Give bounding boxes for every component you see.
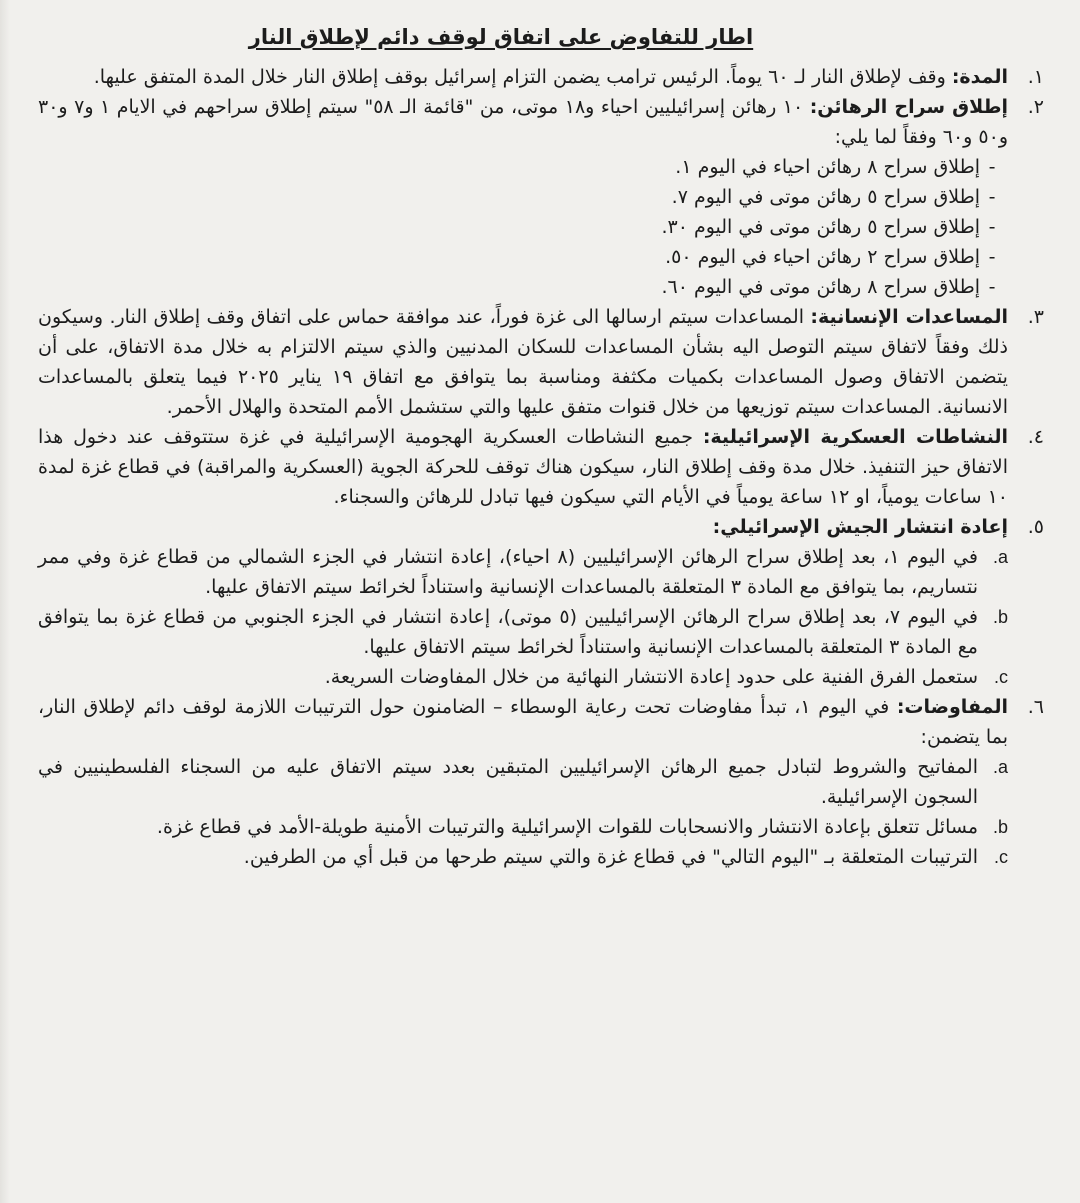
list-item — [38, 842, 1008, 872]
section-heading: إعادة انتشار الجيش الإسرائيلي: — [712, 516, 1008, 538]
section-heading: النشاطات العسكرية الإسرائيلية: — [702, 426, 1008, 448]
section-1-duration — [38, 62, 1044, 92]
item-letter: a. — [992, 547, 1008, 567]
list-item-text: إطلاق سراح ٥ رهائن موتى في اليوم ٣٠. — [661, 216, 980, 238]
list-item — [38, 812, 1008, 842]
scan-edge-shadow — [0, 0, 10, 1203]
section-6-negotiations — [38, 692, 1044, 872]
section-text: في اليوم ١، تبدأ مفاوضات تحت رعاية الوسطاء – الضامنون حول الترتيبات اللازمة لوقف دائم لإطلاق النار، بما يتضمن: — [38, 696, 1008, 748]
dash-bullet-icon: - — [988, 156, 996, 178]
section-text: ١٠ رهائن إسرائيليين احياء و١٨ موتى، من "قائمة الـ ٥٨" سيتم إطلاق سراحهم في الايام ١ و٧ و٣٠ و٥٠ و٦٠ وفقاً لما يلي: — [38, 96, 1008, 148]
section-heading: المساعدات الإنسانية: — [810, 306, 1008, 328]
section-text: جميع النشاطات العسكرية الهجومية الإسرائيلية في غزة ستتوقف عند دخول هذا الاتفاق حيز التنفيذ. خلال مدة وقف إطلاق النار، سيكون هناك توقف للحركة الجوية (العسكرية والمراقبة) في قطاع غزة لمدة ١٠ ساعات يومياً، او ١٢ ساعة يومياً في الأيام التي سيكون فيها تبادل للرهائن والسجناء. — [38, 426, 1008, 508]
list-item-text: مسائل تتعلق بإعادة الانتشار والانسحابات للقوات الإسرائيلية والترتيبات الأمنية طويلة-الأمد في قطاع غزة. — [156, 816, 978, 838]
hostage-release-schedule — [38, 152, 1044, 302]
list-item-text: إطلاق سراح ٨ رهائن احياء في اليوم ١. — [675, 156, 980, 178]
section-text: المساعدات سيتم ارسالها الى غزة فوراً، عند موافقة حماس على اتفاق وقف إطلاق النار. وسيكون ذلك وفقاً لاتفاق سيتم التوصل اليه بشأن المساعدات للسكان المدنيين والذي سيتم الالتزام به خلال مدة الاتفاق، على أن يتضمن الاتفاق وصول المساعدات بكميات مكثفة ومناسبة بما يتوافق مع اتفاق ١٩ يناير ٢٠٢٥ فيما يتعلق بالمساعدات الانسانية. المساعدات سيتم توزيعها من خلال قنوات متفق عليها والتي ستشمل الأمم المتحدة والهلال الأحمر. — [38, 306, 1008, 418]
section-heading: المفاوضات: — [896, 696, 1009, 718]
list-item-text: إطلاق سراح ٨ رهائن موتى في اليوم ٦٠. — [661, 276, 980, 298]
dash-bullet-icon: - — [988, 246, 996, 268]
section-body — [38, 92, 1008, 152]
section-number: ٦. — [1027, 696, 1044, 718]
list-item-text: الترتيبات المتعلقة بـ "اليوم التالي" في قطاع غزة والتي سيتم طرحها من قبل أي من الطرفين. — [243, 846, 978, 868]
list-item-text: في اليوم ٧، بعد إطلاق سراح الرهائن الإسرائيليين (٥ موتى)، إعادة انتشار في الجزء الجنوبي من قطاع غزة بما يتوافق مع المادة ٣ المتعلقة بالمساعدات الإنسانية واستناداً لخرائط سيتم الاتفاق عليها. — [38, 606, 978, 658]
section-body — [38, 62, 1008, 92]
section-2-hostage-release — [38, 92, 1044, 152]
dash-bullet-icon: - — [988, 186, 996, 208]
document-title: اطار للتفاوض على اتفاق لوقف دائم لإطلاق النار — [248, 25, 754, 49]
section-heading: المدة: — [951, 66, 1008, 88]
list-item — [38, 152, 1004, 182]
section-heading: إطلاق سراح الرهائن: — [809, 96, 1008, 118]
section-body — [38, 302, 1008, 422]
section-5-redeployment — [38, 512, 1044, 692]
item-letter: b. — [992, 607, 1008, 627]
list-item-text: ستعمل الفرق الفنية على حدود إعادة الانتشار النهائية من خلال المفاوضات السريعة. — [324, 666, 978, 688]
section-3-humanitarian-aid — [38, 302, 1044, 422]
list-item — [38, 212, 1004, 242]
section-number: ٢. — [1027, 96, 1044, 118]
item-letter: c. — [993, 667, 1008, 687]
list-item — [38, 602, 1008, 662]
list-item — [38, 542, 1008, 602]
section-body — [38, 422, 1008, 512]
dash-bullet-icon: - — [988, 216, 996, 238]
section-number: ١. — [1027, 66, 1044, 88]
section-number: ٣. — [1027, 306, 1044, 328]
list-item — [38, 242, 1004, 272]
list-item-text: المفاتيح والشروط لتبادل جميع الرهائن الإسرائيليين المتبقين بعدد سيتم الاتفاق عليه من السجناء الفلسطينيين في السجون الإسرائيلية. — [38, 756, 978, 808]
redeployment-list — [38, 542, 1008, 692]
list-item — [38, 662, 1008, 692]
section-number: ٥. — [1027, 516, 1044, 538]
item-letter: c. — [993, 847, 1008, 867]
list-item-text: إطلاق سراح ٢ رهائن احياء في اليوم ٥٠. — [665, 246, 980, 268]
section-4-military-activity — [38, 422, 1044, 512]
dash-bullet-icon: - — [988, 276, 996, 298]
section-number: ٤. — [1027, 426, 1044, 448]
list-item — [38, 182, 1004, 212]
list-item — [38, 752, 1008, 812]
list-item — [38, 272, 1004, 302]
section-text: وقف لإطلاق النار لـ ٦٠ يوماً. الرئيس ترامب يضمن التزام إسرائيل بوقف إطلاق النار خلال المدة المتفق عليها. — [93, 66, 952, 88]
item-letter: a. — [992, 757, 1008, 777]
list-item-text: إطلاق سراح ٥ رهائن موتى في اليوم ٧. — [671, 186, 980, 208]
section-body — [38, 512, 1008, 692]
list-item-text: في اليوم ١، بعد إطلاق سراح الرهائن الإسرائيليين (٨ احياء)، إعادة انتشار في الجزء الشمالي من قطاع غزة وفي ممر نتساريم، بما يتوافق مع المادة ٣ المتعلقة بالمساعدات الإنسانية واستناداً لخرائط سيتم الاتفاق عليها. — [38, 546, 978, 598]
section-body — [38, 692, 1008, 872]
negotiation-topics-list — [38, 752, 1008, 872]
item-letter: b. — [992, 817, 1008, 837]
